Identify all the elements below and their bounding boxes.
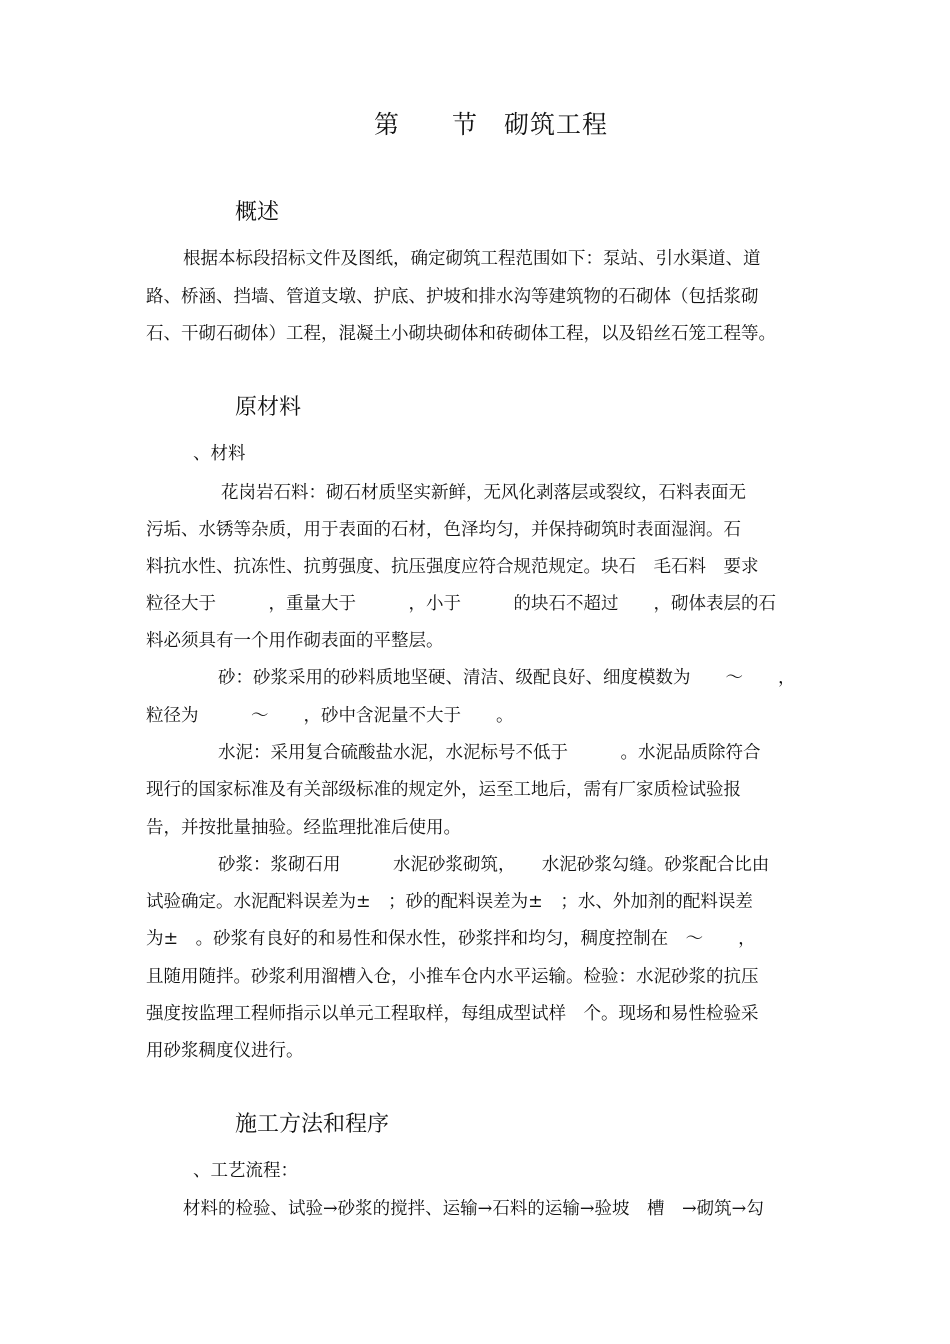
materials-heading: 原材料 — [235, 395, 302, 420]
materials-line: 粒径大于 ，重量大于 ，小于 的块石不超过 ，砌体表层的石 — [146, 594, 776, 614]
materials-line: 现行的国家标准及有关部级标准的规定外，运至工地后，需有厂家质检试验报 — [146, 780, 741, 800]
overview-line: 根据本标段招标文件及图纸，确定砌筑工程范围如下：泵站、引水渠道、道 — [183, 249, 761, 269]
materials-line: 料抗水性、抗冻性、抗剪强度、抗压强度应符合规范规定。块石 毛石料 要求 — [146, 557, 759, 577]
overview-line: 路、桥涵、挡墙、管道支墩、护底、护坡和排水沟等建筑物的石砌体（包括浆砌 — [146, 287, 759, 307]
materials-line: 粒径为 ～ ，砂中含泥量不大于 。 — [146, 706, 514, 726]
materials-line: 用砂浆稠度仪进行。 — [146, 1041, 304, 1061]
materials-line: 告，并按批量抽验。经监理批准后使用。 — [146, 818, 461, 838]
materials-line: 砂：砂浆采用的砂料质地坚硬、清洁、级配良好、细度模数为 ～ ， — [218, 668, 796, 688]
materials-line: 料必须具有一个用作砌表面的平整层。 — [146, 631, 444, 651]
materials-line: 水泥：采用复合硫酸盐水泥，水泥标号不低于 。水泥品质除符合 — [218, 743, 761, 763]
materials-line: 花岗岩石料：砌石材质坚实新鲜，无风化剥落层或裂纹，石料表面无 — [221, 483, 746, 503]
materials-line: 为± 。砂浆有良好的和易性和保水性，砂浆拌和均匀，稠度控制在 ～ ， — [146, 929, 756, 949]
overview-line: 石、干砌石砌体）工程，混凝土小砌块砌体和砖砌体工程，以及铅丝石笼工程等。 — [146, 324, 776, 344]
materials-line: 试验确定。水泥配料误差为± ；砂的配料误差为± ；水、外加剂的配料误差 — [146, 892, 753, 912]
materials-line: 污垢、水锈等杂质，用于表面的石材，色泽均匀，并保持砌筑时表面湿润。石 — [146, 520, 741, 540]
overview-heading: 概述 — [235, 200, 280, 225]
materials-line: 且随用随拌。砂浆利用溜槽入仓，小推车仓内水平运输。检验：水泥砂浆的抗压 — [146, 967, 759, 987]
page-title: 第 节 砌筑工程 — [374, 110, 609, 139]
construction-line: 材料的检验、试验→砂浆的搅拌、运输→石料的运输→验坡 槽 →砌筑→勾 — [183, 1199, 764, 1219]
materials-line: 砂浆：浆砌石用 水泥砂浆砌筑， 水泥砂浆勾缝。砂浆配合比由 — [218, 855, 770, 875]
materials-line: 强度按监理工程师指示以单元工程取样，每组成型试样 个。现场和易性检验采 — [146, 1004, 759, 1024]
construction-heading: 施工方法和程序 — [235, 1112, 390, 1137]
construction-subheading: 、工艺流程： — [193, 1161, 298, 1181]
materials-subheading: 、材料 — [193, 444, 246, 464]
